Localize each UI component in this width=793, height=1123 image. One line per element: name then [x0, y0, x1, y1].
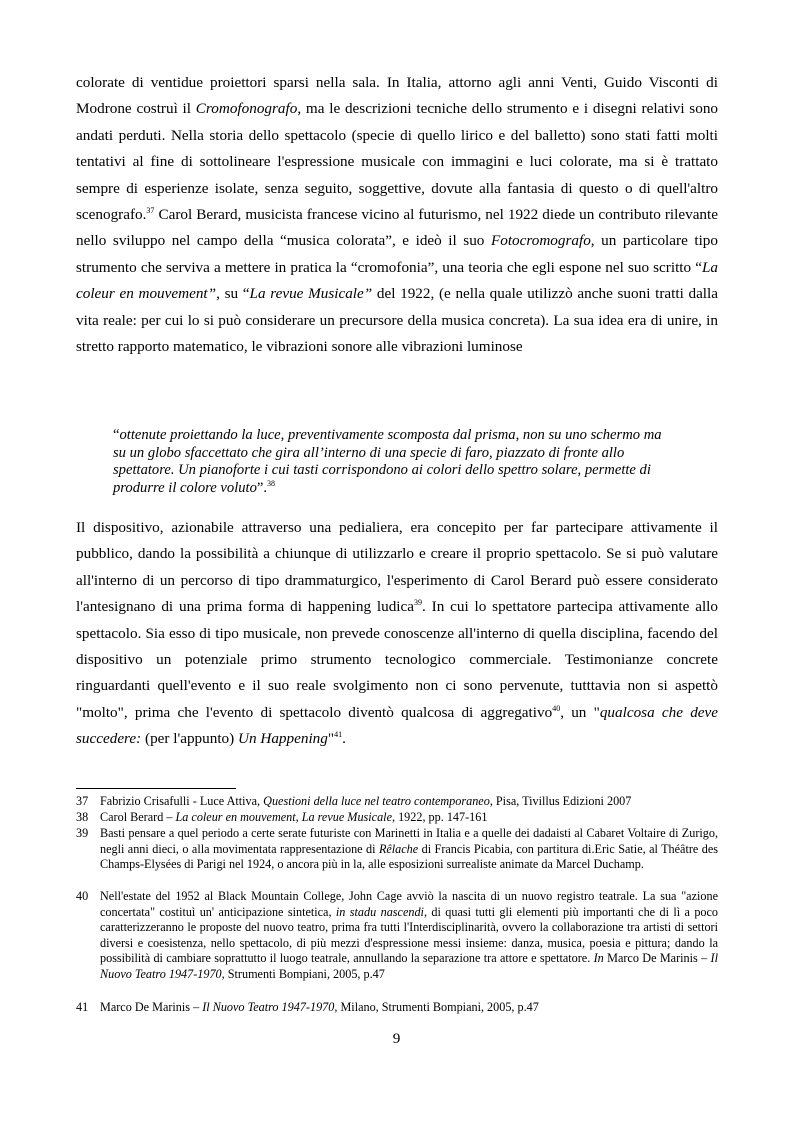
footnote-number: 37 — [76, 794, 89, 808]
italic-run: qualcosa che deve succedere: — [76, 703, 719, 748]
text-run: Carol Berard – — [100, 810, 176, 824]
quote-close-mark: ”. — [256, 479, 268, 496]
footnote-ref-39[interactable]: 39 — [414, 598, 422, 608]
italic-run: La coleur en mouvement, La revue Musicale — [175, 810, 392, 824]
text-run: del 1922, (e nella quale utilizzò anche suoni tratti dalla vita reale: per cui lo si può considerare un precursore della musica concreta). La sua idea era di unire, in stretto rapporto matematico, le vibrazioni sonore alle vibrazioni luminose — [76, 285, 718, 356]
footnote-text — [100, 1000, 718, 1016]
text-run: su “ — [219, 285, 250, 303]
body-paragraph-1 — [76, 70, 718, 360]
footnote-number: 41 — [76, 1000, 89, 1014]
italic-run: La revue Musicale” — [249, 285, 373, 303]
italic-run: Il Nuovo Teatro 1947-1970 — [100, 951, 718, 981]
text-run: , Milano, Strumenti Bompiani, 2005, p.47 — [334, 1000, 539, 1014]
footnote-ref-41[interactable]: 41 — [334, 730, 343, 740]
page-number: 9 — [392, 1030, 401, 1047]
italic-run: Cromofonografo — [195, 100, 298, 118]
quote-open-mark: “ — [113, 427, 120, 443]
footnote-41 — [76, 1000, 718, 1016]
footnote-text — [100, 826, 718, 873]
italic-run: In — [593, 951, 604, 966]
footnote-separator — [76, 788, 236, 789]
footnote-39 — [76, 826, 718, 873]
text-run: , Strumenti Bompiani, 2005, p.47 — [221, 966, 385, 981]
text-run: Basti pensare a quel periodo a certe serate futuriste con Marinetti in Italia e a quelle dei dadaisti al Cabaret Voltaire di Zurigo, negli anni dieci, o alla movimentata rappresentazione di — [100, 826, 718, 856]
italic-run: Un Happening — [238, 730, 328, 748]
block-quote — [113, 427, 673, 497]
text-run: Nell'estate del 1952 al Black Mountain College, John Cage avviò la nascita di un nuovo registro teatrale. La sua "azione concertata" costituì un' anticipazione sintetica, — [100, 889, 718, 919]
text-run: colorate di ventidue proiettori sparsi nella sala. In Italia, attorno agli anni Venti, Guido Visconti di Modrone costruì il — [76, 74, 718, 118]
text-run: . — [342, 730, 346, 748]
footnote-number: 39 — [76, 826, 89, 840]
footnote-40 — [76, 889, 718, 983]
text-run: Il dispositivo, azionabile attraverso una pedialiera, era concepito per far partecipare attivamente il pubblico, dando la possibilità a chiunque di utilizzarlo e creare il proprio spettacolo. Se si può valutare all'interno di un percorso di tipo drammaturgico, l'esperimento di Carol Berard può essere considerato l'antesignano di una prima forma di happening ludica — [76, 519, 718, 616]
text-run: , Pisa, Tivillus Edizioni 2007 — [489, 794, 632, 808]
body-paragraph-2 — [76, 515, 718, 753]
footnote-ref-38[interactable]: 38 — [267, 478, 276, 488]
italic-run: Il Nuovo Teatro 1947-1970 — [202, 1000, 335, 1014]
text-run: , ma le descrizioni tecniche dello strumento e i disegni relativi sono andati perduti. Nella storia dello spettacolo (specie di quello lirico e del balletto) sono stati fatti molti tentativi al fine di sottolineare l'espressione musicale con immagini e luci colorate, ma si è trattato sempre di esperienze isolate, senza seguito, soggettive, dovute alla fantasia di questo o di quell'altro scenografo. — [76, 100, 719, 224]
italic-run: Fotocromografo — [490, 232, 591, 250]
footnote-38 — [76, 810, 718, 826]
italic-run: Rêlache — [378, 841, 419, 856]
italic-run: in stadu nascendi — [335, 904, 424, 919]
footnote-text — [100, 889, 718, 983]
footnote-text — [100, 810, 718, 826]
text-run: , 1922, pp. 147-161 — [391, 810, 488, 824]
footnote-number: 38 — [76, 810, 89, 824]
text-run: , un particolare tipo strumento che serviva a mettere in pratica la “cromofonia”, una teoria che egli espone nel suo scritto “ — [76, 232, 718, 276]
text-run: , di quasi tutti gli elementi più importanti che di lì a poco caratterizzeranno le proposte del nuovo teatro, prima fra tutti l'Interdisciplinarità, ovvero la collaborazione tra artisti di settori diversi e coesistenza, nello spettacolo, di più mezzi d'espressione messi insieme: danza, musica, poesia e pittura; dando la possibilità di cambiare soprattutto il luogo teatrale, annullando la separazione tra attore e spettatore. — [100, 904, 719, 966]
footnote-37 — [76, 794, 718, 810]
quote-text: ottenute proiettando la luce, preventivamente scomposta dal prisma, non su uno schermo ma su un globo sfaccettato che gira all’interno di una specie di faro, piazzato di fronte allo spettatore. Un pianoforte i cui tasti corrispondono ai colori dello spettro solare, permette di produrre il colore voluto — [113, 427, 662, 496]
text-run: . In cui lo spettatore partecipa attivamente allo spettacolo. Sia esso di tipo musicale, non prevede conoscenze all'interno di quella disciplina, facendo del dispositivo un potenziale primo strumento tecnologico commerciale. Testimonianze concrete ringuardanti quell'evento e il suo reale svolgimento non ci sono pervenute, tutttavia non si aspettò "molto", prima che l'evento di spettacolo diventò qualcosa di aggregativo — [76, 598, 718, 721]
footnote-text — [100, 794, 718, 810]
text-run: , un " — [560, 703, 600, 721]
text-run: " — [327, 730, 335, 748]
italic-run: Questioni della luce nel teatro contemporaneo — [263, 794, 490, 808]
text-run: di Francis Picabia, con partitura di.Eric Satie, al Théâtre des Champs-Elysées di Parigi nel 1924, o ancora più in la, alle esposizioni surrealiste animate da Marcel Duchamp. — [100, 841, 718, 872]
text-run: Fabrizio Crisafulli - Luce Attiva, — [100, 794, 264, 808]
footnote-ref-40[interactable]: 40 — [552, 703, 561, 713]
footnote-ref-37[interactable]: 37 — [146, 206, 155, 216]
text-run: (per l'appunto) — [141, 730, 239, 748]
text-run: Carol Berard, musicista francese vicino al futurismo, nel 1922 diede un contributo rilevante nello sviluppo nel campo della “musica colorata”, e ideò il suo — [76, 206, 718, 250]
text-run: Marco De Marinis – — [100, 1000, 203, 1014]
italic-run: La coleur en mouvement”, — [76, 258, 718, 303]
footnote-number: 40 — [76, 889, 89, 903]
text-run: Marco De Marinis – — [603, 951, 711, 966]
